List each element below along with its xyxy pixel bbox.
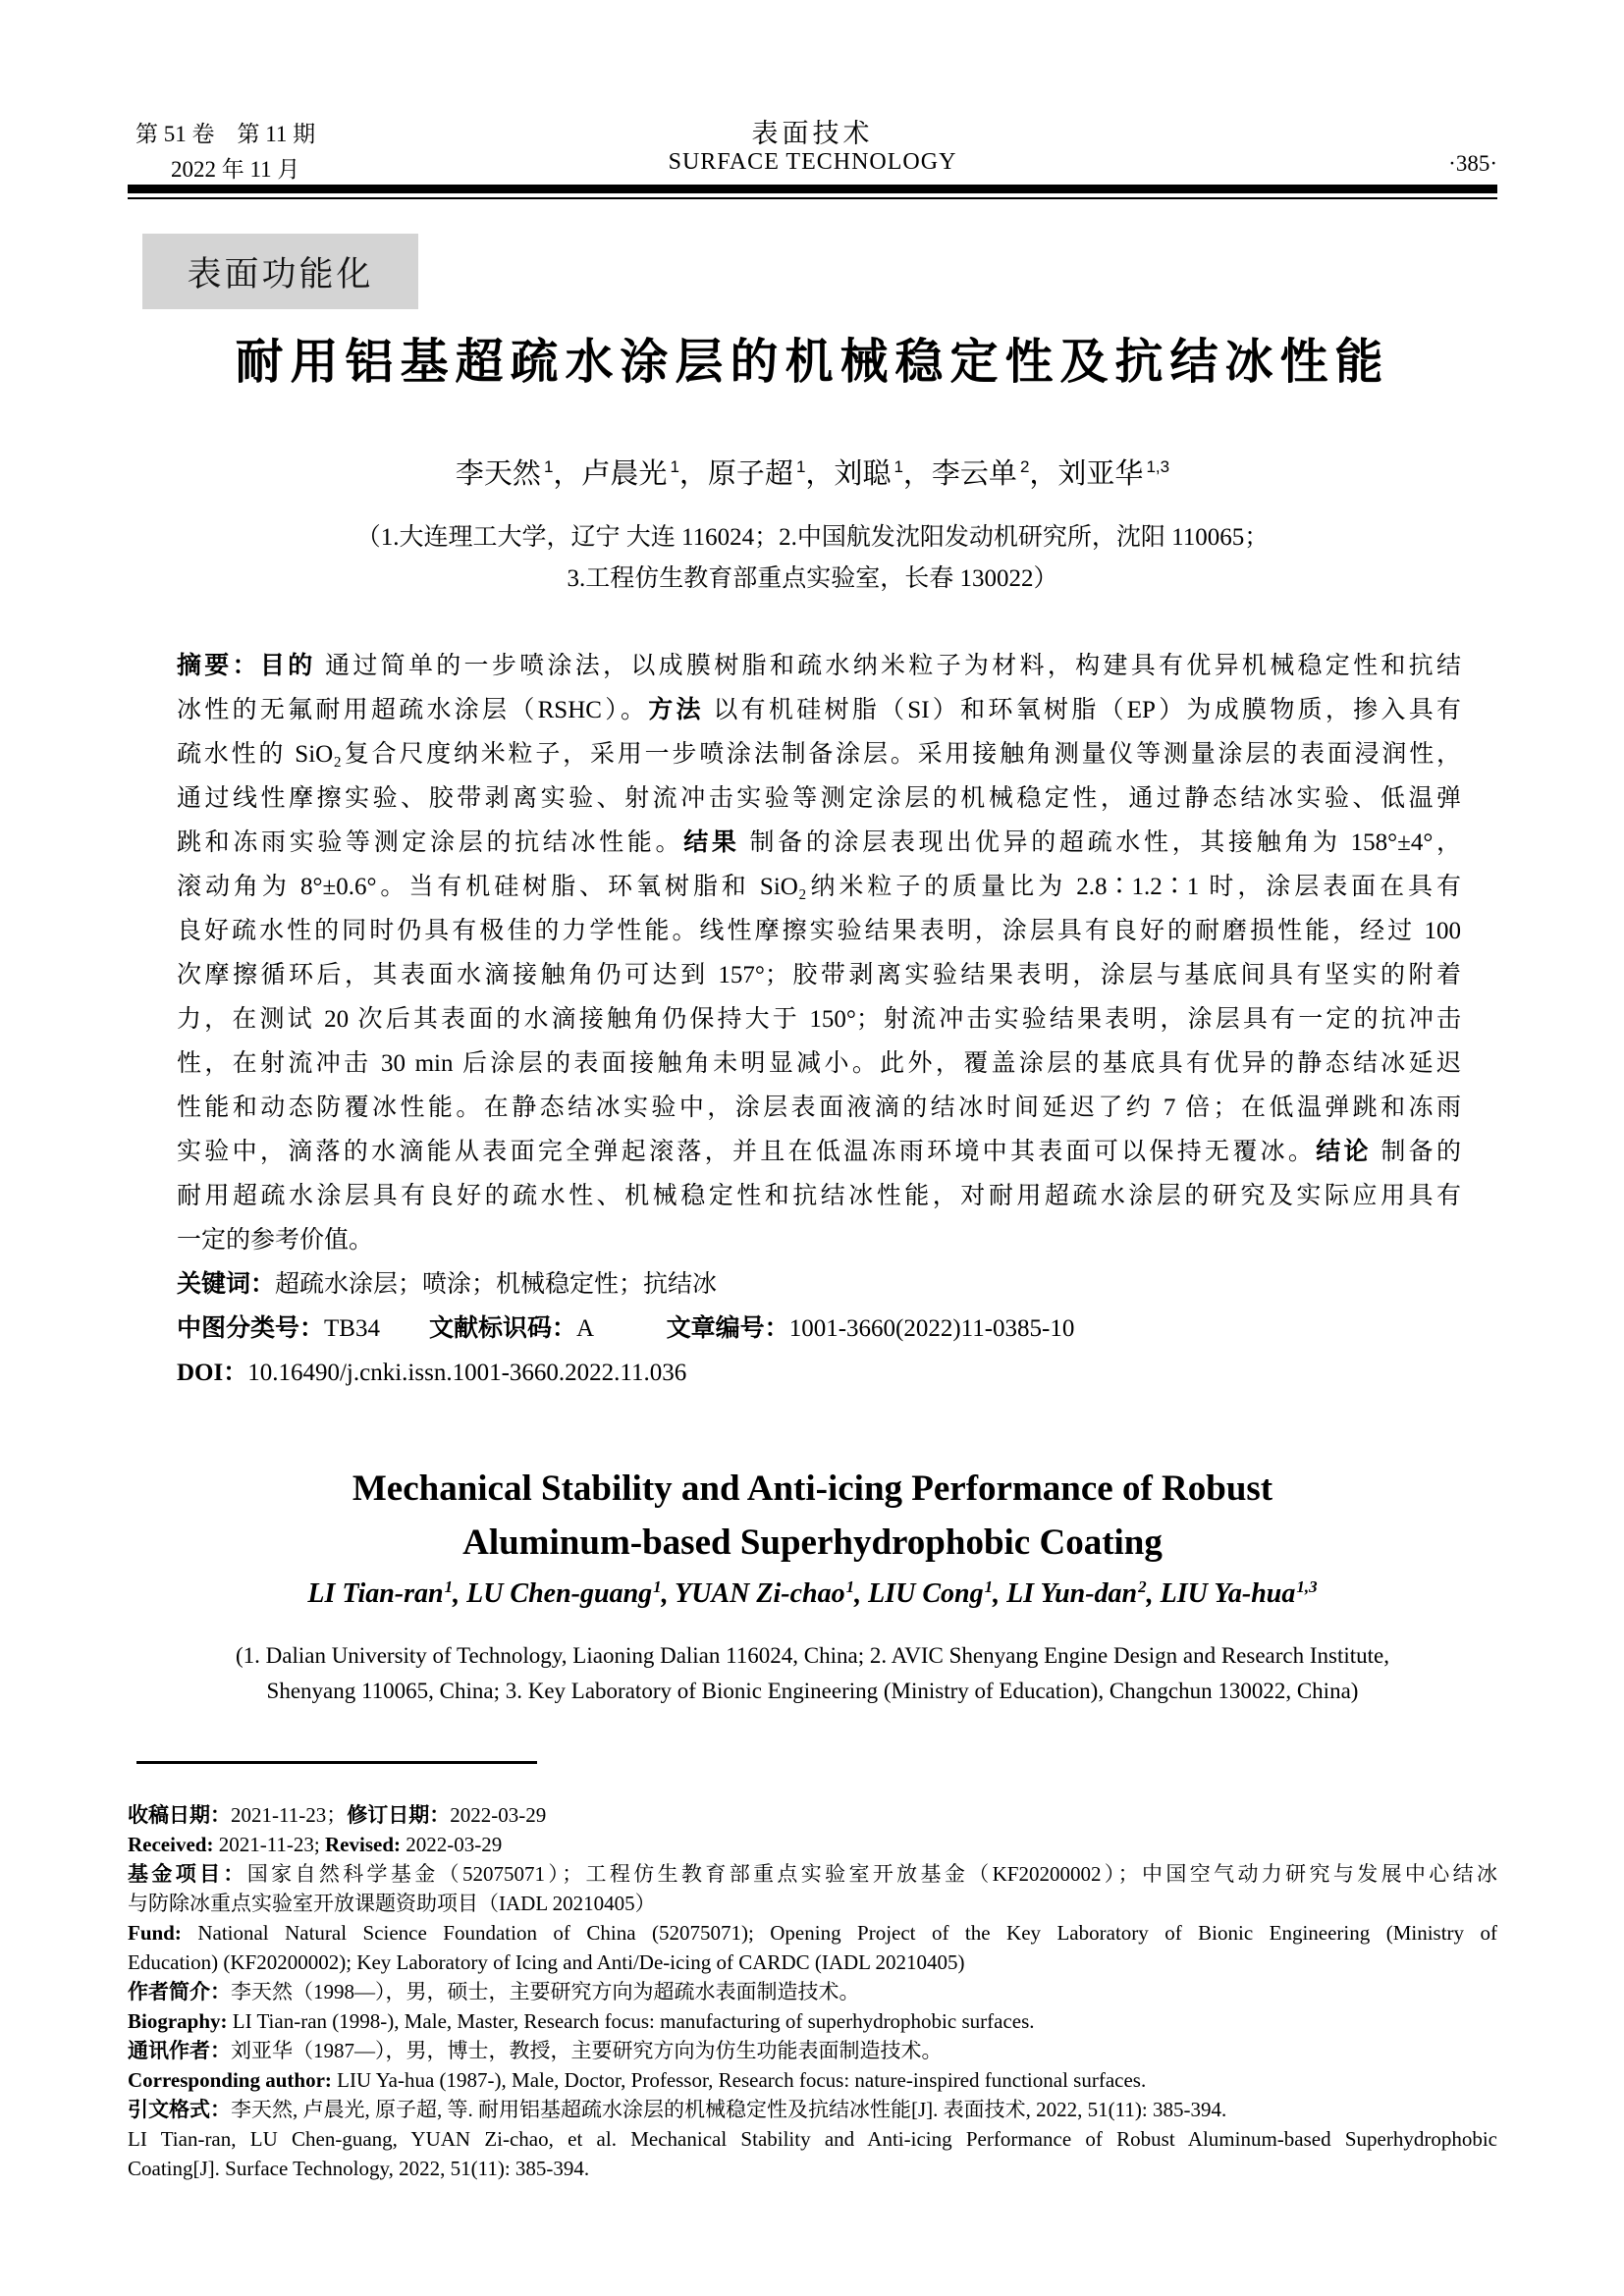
title-en-line: Aluminum-based Superhydrophobic Coating: [462, 1522, 1163, 1563]
bold-label: 基金项目：: [128, 1862, 247, 1886]
bold-label: 方法: [648, 697, 704, 723]
header-journal-title-cn: 表面技术: [751, 119, 874, 148]
text-segment: 1001-3660(2022)11-0385-10: [788, 1315, 1075, 1342]
text-segment: TB34: [324, 1315, 429, 1342]
text-segment: 滚动角为 8°±0.6°。当有机硅树脂、环氧树脂和 SiO₂纳米粒子的质量比为 2.8∶1.2∶1 时，涂层表面在具有: [177, 874, 1461, 900]
bold-label: 作者简介：: [128, 1980, 231, 2003]
header-journal-title-en: SURFACE TECHNOLOGY: [668, 149, 957, 175]
footnote-line: [128, 1830, 1497, 1859]
bold-label: 通讯作者：: [128, 2039, 231, 2062]
author-name: LI Tian-ran$^1$: [307, 1577, 454, 1610]
text-segment: 力，在测试 20 次后其表面的水滴接触角仍保持大于 150°；射流冲击实验结果表明，涂层具有一定的抗冲击: [177, 1006, 1461, 1033]
footnotes: [128, 1800, 1497, 2183]
bold-label: 修订日期：: [347, 1803, 451, 1827]
text-segment: 跳和冻雨实验等测定涂层的抗结冰性能。: [177, 829, 684, 856]
text-segment: 李天然（1998—），男，硕士，主要研究方向为超疏水表面制造技术。: [231, 1980, 860, 2003]
text-segment: A: [575, 1315, 667, 1342]
footnote-line: [128, 2036, 1497, 2065]
text-segment: 一定的参考价值。: [177, 1227, 374, 1254]
abstract-line: [177, 776, 1461, 821]
footnote-line: [128, 2065, 1497, 2095]
author-separator: ，: [902, 458, 932, 490]
header-date: 2022 年 11 月: [171, 157, 300, 182]
author-name: 李云单 $^2$: [931, 457, 1030, 490]
abstract-line: [177, 909, 1461, 953]
text-segment: 制备的涂层表现出优异的超疏水性，其接触角为 158°±4°，: [739, 829, 1461, 856]
bold-label: 文献标识码：: [428, 1315, 576, 1342]
author-superscript: 1,3: [1146, 457, 1170, 477]
author-superscript: 1: [893, 457, 903, 477]
author-separator: ，: [805, 458, 835, 490]
header-rule-thick: [128, 185, 1497, 193]
author-name: 卢晨光 $^1$: [581, 457, 679, 490]
bold-label: 结果: [683, 829, 740, 856]
text-segment: 实验中，滴落的水滴能从表面完全弹起滚落，并且在低温冻雨环境中其表面可以保持无覆冰。: [177, 1139, 1317, 1165]
author-superscript: 1: [845, 1577, 855, 1596]
text-segment: 国家自然科学基金（52075071）；工程仿生教育部重点实验室开放基金（KF20200002）；中国空气动力研究与发展中心结冰: [246, 1862, 1497, 1886]
bold-label: Fund:: [128, 1921, 198, 1945]
footnote-divider: [136, 1761, 537, 1764]
bold-label: 结论: [1316, 1139, 1372, 1165]
text-segment: Coating[J]. Surface Technology, 2022, 51(11): 385-394.: [128, 2157, 590, 2180]
text-segment: 超疏水涂层；喷涂；机械稳定性；抗结冰: [275, 1271, 718, 1298]
text-segment: National Natural Science Foundation of China (52075071); Opening Project of the Key Laboratory of Bionic Engineering (Ministry of: [197, 1921, 1498, 1945]
bold-label: 关键词：: [177, 1271, 276, 1298]
footnote-line: [128, 1977, 1497, 2006]
author-name: 李天然 $^1$: [455, 457, 554, 490]
footnote-line: [128, 2124, 1497, 2154]
text-segment: LI Tian-ran (1998-), Male, Master, Research focus: manufacturing of superhydrophobic surfaces.: [232, 2009, 1035, 2033]
footnote-line: [128, 2154, 1497, 2183]
header-rule-thin: [128, 197, 1497, 199]
abstract-line: [177, 953, 1461, 997]
text-segment: 2022-03-29: [450, 1803, 547, 1827]
footnote-line: [128, 1918, 1497, 1948]
affiliation-line: 3.工程仿生教育部重点实验室，长春 130022）: [567, 565, 1058, 592]
text-segment: Education) (KF20200002); Key Laboratory of Icing and Anti/De-icing of CARDC (IADL 20210405): [128, 1950, 965, 1974]
affiliation-line: (1. Dalian University of Technology, Liaoning Dalian 116024, China; 2. AVIC Shenyang Engine Design and Research Institute,: [235, 1643, 1389, 1668]
author-superscript: 1: [444, 1577, 454, 1596]
text-segment: 冰性的无氟耐用超疏水涂层（RSHC）。: [177, 697, 649, 723]
affiliation-cn: [128, 517, 1497, 600]
text-segment: LIU Ya-hua (1987-), Male, Doctor, Professor, Research focus: nature-inspired functional surfaces.: [337, 2068, 1147, 2092]
abstract-line: [177, 865, 1461, 909]
paper-title-en: [128, 1462, 1497, 1570]
text-segment: 性，在射流冲击 30 min 后涂层的表面接触角未明显减小。此外，覆盖涂层的基底具有优异的静态结冰延迟: [177, 1050, 1461, 1077]
bold-label: Biography:: [128, 2009, 233, 2033]
author-name: 原子超 $^1$: [707, 457, 806, 490]
bold-label: 引文格式：: [128, 2098, 231, 2121]
abstract-line: [177, 1218, 1461, 1262]
author-separator: ,: [453, 1578, 467, 1610]
footnote-line: [128, 2095, 1497, 2124]
affiliation-en: [128, 1638, 1497, 1709]
author-name: 刘聪 $^1$: [834, 457, 903, 490]
bold-label: DOI：: [177, 1360, 248, 1386]
author-name: 刘亚华 $^{1,3}$: [1057, 457, 1170, 490]
category-label-box: [142, 234, 418, 309]
text-segment: 性能和动态防覆冰性能。在静态结冰实验中，涂层表面液滴的结冰时间延迟了约 7 倍；在低温弹跳和冻雨: [177, 1095, 1461, 1121]
abstract-line: [177, 732, 1461, 776]
author-superscript: 2: [1138, 1577, 1147, 1596]
author-name: YUAN Zi-chao$^1$: [675, 1577, 855, 1610]
header-volume-issue: 第 51 卷 第 11 期: [135, 122, 316, 146]
text-segment: LI Tian-ran, LU Chen-guang, YUAN Zi-chao, et al. Mechanical Stability and Anti-icing Performance of Robust Aluminum-based Superhydrophobic: [128, 2127, 1497, 2151]
author-superscript: 1: [653, 1577, 662, 1596]
abstract-line: [177, 688, 1461, 732]
author-separator: ,: [854, 1578, 869, 1610]
bold-label: 摘要：: [177, 653, 260, 679]
text-segment: 通过简单的一步喷涂法，以成膜树脂和疏水纳米粒子为材料，构建具有优异机械稳定性和抗结: [315, 653, 1461, 679]
abstract-line: [177, 1307, 1461, 1351]
abstract-line: [177, 1130, 1461, 1174]
author-separator: ,: [661, 1578, 676, 1610]
author-superscript: 1: [795, 457, 806, 477]
abstract-line: [177, 1086, 1461, 1130]
text-segment: 10.16490/j.cnki.issn.1001-3660.2022.11.036: [247, 1360, 687, 1386]
title-en-line: Mechanical Stability and Anti-icing Performance of Robust: [352, 1468, 1273, 1509]
author-superscript: 1: [984, 1577, 994, 1596]
footnote-line: [128, 1800, 1497, 1830]
abstract-line: [177, 821, 1461, 865]
author-superscript: 2: [1019, 457, 1030, 477]
abstract-line: [177, 1041, 1461, 1086]
text-segment: 2022-03-29: [406, 1833, 503, 1856]
author-separator: ，: [678, 458, 708, 490]
author-name: LIU Cong$^1$: [868, 1577, 994, 1610]
abstract-section: [177, 644, 1461, 1395]
author-separator: ,: [1146, 1578, 1161, 1610]
category-label: 表面功能化: [187, 254, 374, 294]
text-segment: 刘亚华（1987—），男，博士，教授，主要研究方向为仿生功能表面制造技术。: [231, 2039, 943, 2062]
footnote-line: [128, 1859, 1497, 1889]
text-segment: 次摩擦循环后，其表面水滴接触角仍可达到 157°；胶带剥离实验结果表明，涂层与基底间具有坚实的附着: [177, 962, 1461, 988]
bold-label: 收稿日期：: [128, 1803, 231, 1827]
text-segment: 李天然, 卢晨光, 原子超, 等. 耐用铝基超疏水涂层的机械稳定性及抗结冰性能[J]. 表面技术, 2022, 51(11): 385-394.: [231, 2098, 1227, 2121]
author-separator: ，: [1029, 458, 1058, 490]
text-segment: 通过线性摩擦实验、胶带剥离实验、射流冲击实验等测定涂层的机械稳定性，通过静态结冰实验、低温弹: [177, 785, 1461, 812]
text-segment: 良好疏水性的同时仍具有极佳的力学性能。线性摩擦实验结果表明，涂层具有良好的耐磨损性能，经过 100: [177, 918, 1461, 944]
author-name: LI Yun-dan$^2$: [1006, 1577, 1147, 1610]
text-segment: 与防除冰重点实验室开放课题资助项目（IADL 20210405）: [128, 1892, 656, 1915]
paper-title-cn: 耐用铝基超疏水涂层的机械稳定性及抗结冰性能: [235, 336, 1390, 389]
author-name: LU Chen-guang$^1$: [466, 1577, 662, 1610]
abstract-line: [177, 1262, 1461, 1307]
author-separator: ，: [553, 458, 582, 490]
authors-en: [128, 1577, 1497, 1610]
abstract-line: [177, 997, 1461, 1041]
author-superscript: 1,3: [1296, 1577, 1318, 1596]
footnote-line: [128, 1948, 1497, 1977]
author-superscript: 1: [543, 457, 554, 477]
text-segment: 疏水性的 SiO₂复合尺度纳米粒子，采用一步喷涂法制备涂层。采用接触角测量仪等测量涂层的表面浸润性，: [177, 741, 1461, 768]
text-segment: 以有机硅树脂（SI）和环氧树脂（EP）为成膜物质，掺入具有: [703, 697, 1461, 723]
bold-label: Received:: [128, 1833, 219, 1856]
affiliation-line: Shenyang 110065, China; 3. Key Laboratory of Bionic Engineering (Ministry of Education), Changchun 130022, China): [266, 1679, 1359, 1703]
text-segment: 2021-11-23；: [231, 1803, 348, 1827]
abstract-line: [177, 644, 1461, 688]
abstract-line: [177, 1174, 1461, 1218]
bold-label: Revised:: [325, 1833, 406, 1856]
author-superscript: 1: [670, 457, 679, 477]
bold-label: 中图分类号：: [177, 1315, 325, 1342]
author-name: LIU Ya-hua$^{1,3}$: [1160, 1577, 1318, 1610]
bold-label: 文章编号：: [666, 1315, 789, 1342]
bold-label: Corresponding author:: [128, 2068, 338, 2092]
bold-label: 目的: [259, 653, 316, 679]
footnote-line: [128, 2006, 1497, 2036]
header-page-number: ·385·: [1448, 151, 1497, 176]
text-segment: 制备的: [1371, 1139, 1461, 1165]
footnote-line: [128, 1889, 1497, 1918]
abstract-line: [177, 1351, 1461, 1395]
page-header: [128, 108, 1497, 185]
text-segment: 2021-11-23;: [218, 1833, 326, 1856]
author-separator: ,: [993, 1578, 1007, 1610]
text-segment: 耐用超疏水涂层具有良好的疏水性、机械稳定性和抗结冰性能，对耐用超疏水涂层的研究及实际应用具有: [177, 1183, 1461, 1209]
authors-cn: [128, 452, 1497, 492]
affiliation-line: （1.大连理工大学，辽宁 大连 116024；2.中国航发沈阳发动机研究所，沈阳 110065；: [355, 524, 1270, 551]
